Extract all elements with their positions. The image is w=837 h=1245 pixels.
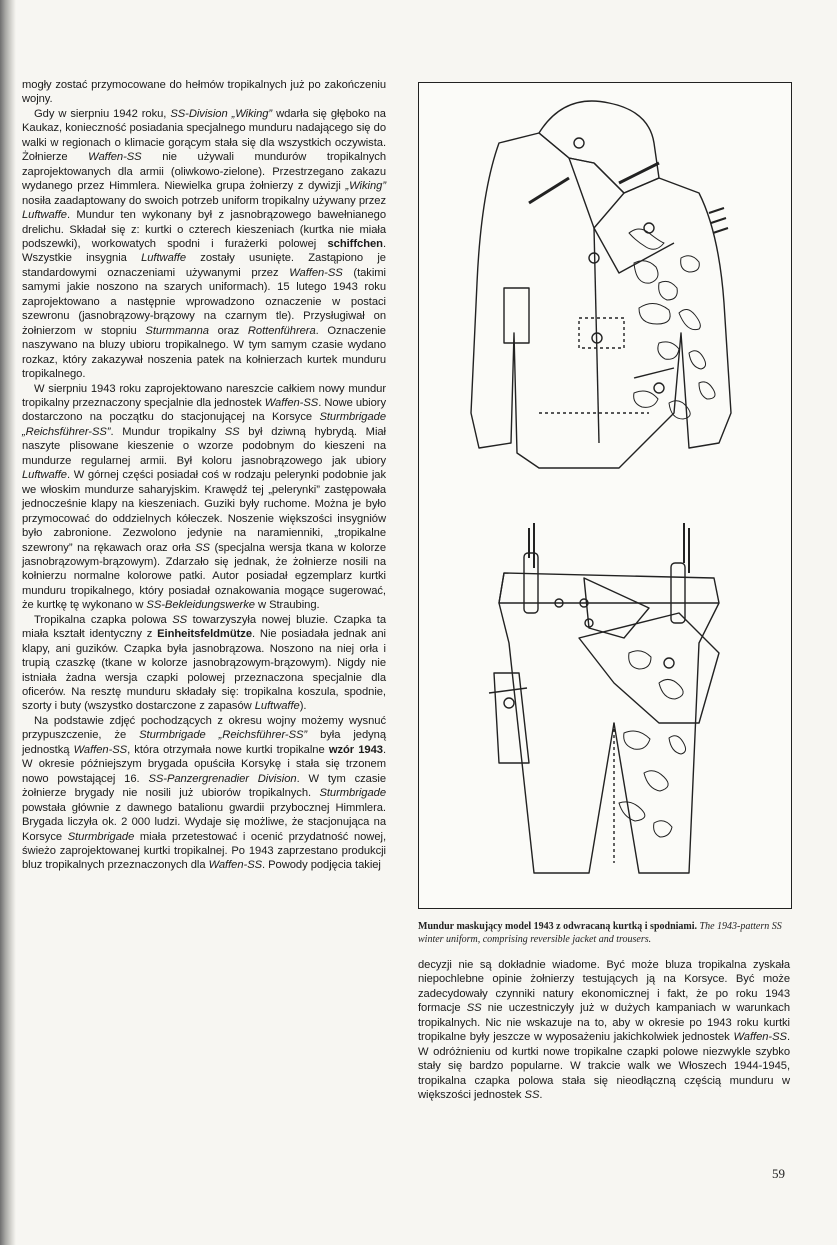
paragraph-5: Na podstawie zdjęć pochodzących z okresu wojny możemy wysnuć przypuszczenie, że Sturmbrigade „Reichsführer-SS” była jedyną jednostką Waffen-SS, która otrzymała nowe kurtki tropikalne wzór 1943. W okresie późniejszym brygada opuściła Korsykę i stała się trzonem nowo powstającej 16. SS-Panzergrenadier Division. W tym czasie żołnierze brygady nie nosili już ubiorów tropikalnych. Sturmbrigade powstała głównie z dawnego batalionu gwardii przybocznej Himmlera. Brygada liczyła ok. 2 000 ludzi. Wydaje się możliwe, że stacjonująca na Korsyce Sturmbrigade miała przetestować i ocenić przydatność nowej, świeżo zaprojektowanej kurtki tropikalnej. Po 1943 zaprzestano produkcji bluz tropikalnych przeznaczonych dla Waffen-SS. Powody podjęcia takiej [22,714,387,872]
caption-polish: Mundur maskujący model 1943 z odwracaną kurtką i spodniami. [418,921,698,932]
paragraph-1: mogły zostać przymocowane do hełmów tropikalnych już po zakończeniu wojny. [22,79,386,106]
paragraph-3: W sierpniu 1943 roku zaprojektowano nareszcie całkiem nowy mundur tropikalny przeznaczony specjalnie dla jednostek Waffen-SS. Nowe ubiory dostarczono na początku do stacjonującej na Korsyce Sturmbrigade „Reichsführer-SS”. Mundur tropikalny SS był dziwną hybrydą. Miał naszyte plisowane kieszenie o wzorze podobnym do kieszeni na mundurze regularnej armii. Był koloru jasnobrązowego jak ubiory Luftwaffe. W górnej części posiadał coś w rodzaju pelerynki podobnie jak we włoskim mundurze saharyjskim. Krawędź tej „pelerynki” zastępowała jednocześnie klapy na kieszeniach. Guziki były ruchome. Można je było przymocować do oddzielnych kółeczek. Noszenie większości insygniów było zabronione. Zezwolono jedynie na naramienniki, „tropikalne szewrony” na rękawach oraz orła SS (specjalna wersja tkana w kolorze jasnobrązowym-brązowym). Zdarzało się jednak, że żołnierze nosili na kołnierzu normalne kolorowe patki. Autor posiadał egzemplarz kurtki munduru tropikalnego, który posiadał oznakowania mogące sugerować, że kurtkę tę wykonano w SS-Bekleidungswerke w Straubing. [22,382,386,612]
trousers-drawing [489,523,719,873]
uniform-illustration [419,83,791,908]
caption-english: The 1943-pattern SS winter uniform, comprising reversible jacket and trousers. [418,921,782,945]
illustration-frame [418,82,792,909]
camouflage-pattern-jacket [629,229,715,419]
jacket-drawing [471,101,731,468]
paragraph-4: Tropikalna czapka polowa SS towarzyszyła nowej bluzie. Czapka ta miała kształt identyczny z Einheitsfeldmütze. Nie posiadała jednak ani klapy, ani guzików. Czapka była jasnobrązowa. Noszono na niej orła i trupią czaszkę (tkane w kolorze jasnobrązowym-brązowym). Nigdy nie istniała żadna wersja czapki polowej przeznaczona specjalnie dla oficerów. Na resztę munduru składały się: tropikalna koszula, spodnie, szorty i buty (wszystko dostarczone z zapasów Luftwaffe). [22,613,387,713]
right-paragraph: decyzji nie są dokładnie wiadome. Być może bluza tropikalna zyskała niepochlebne opinie żołnierzy testujących ją na Korsyce. Być może zadecydowały czynniki natury ekonomicznej i fakt, że po roku 1943 formacje SS nie uczestniczyły już w dużych kampaniach w warunkach tropikalnych. Nic nie wskazuje na to, aby w okresie po 1943 roku kurtki tropikalne były jeszcze w wyposażeniu jakichkolwiek jednostek Waffen-SS. W odróżnieniu od kurtki nowe tropikalne czapki polowe niezwykle szybko stały się bardzo popularne. W trakcie walk we Włoszech 1944-1945, tropikalna czapka polowa stała się nieodłączną częścią munduru w większości jednostek SS. [418,959,790,1102]
page-number: 59 [772,1166,785,1181]
page-gutter-shadow [0,0,16,1245]
figure-caption [418,921,790,946]
right-text-column [418,958,790,1103]
left-text-column [22,78,386,873]
paragraph-2: Gdy w sierpniu 1942 roku, SS-Division „Wiking” wdarła się głęboko na Kaukaz, konieczność posiadania specjalnego munduru nadającego się do walki w regionach o klimacie gorącym stała się dla wszystkich oczywista. Żołnierze Waffen-SS nie używali mundurów tropikalnych zaprojektowanych dla armii (oliwkowo-zielone). Przestrzegano zakazu wydanego przez Himmlera. Niewielka grupa żołnierzy z dywizji „Wiking” nosiła zaadaptowany do swoich potrzeb uniform tropikalny używany przez Luftwaffe. Mundur ten wykonany był z jasnobrązowego bawełnianego drelichu. Składał się z: kurtki o czterech kieszeniach (kurtka nie miała podszewki), workowatych spodni i furażerki polowej schiffchen. Wszystkie insygnia Luftwaffe zostały usunięte. Zastąpiono je standardowymi oznaczeniami używanymi przez Waffen-SS (takimi samymi jakie noszono na szarych uniformach). 15 lutego 1943 roku zaprojektowano a następnie wprowadzono oznaczenie w postaci szewronu (jasnobrązowy-brązowy na czarnym tle). Przysługiwał on żołnierzom w stopniu Sturmmanna oraz Rottenführera. Oznaczenie naszywano na bluzy ubioru tropikalnego. W tym samym czasie wydano rozkaz, który zakazywał noszenia patek na kołnierzach kurtek munduru tropikalnego. [22,107,386,381]
